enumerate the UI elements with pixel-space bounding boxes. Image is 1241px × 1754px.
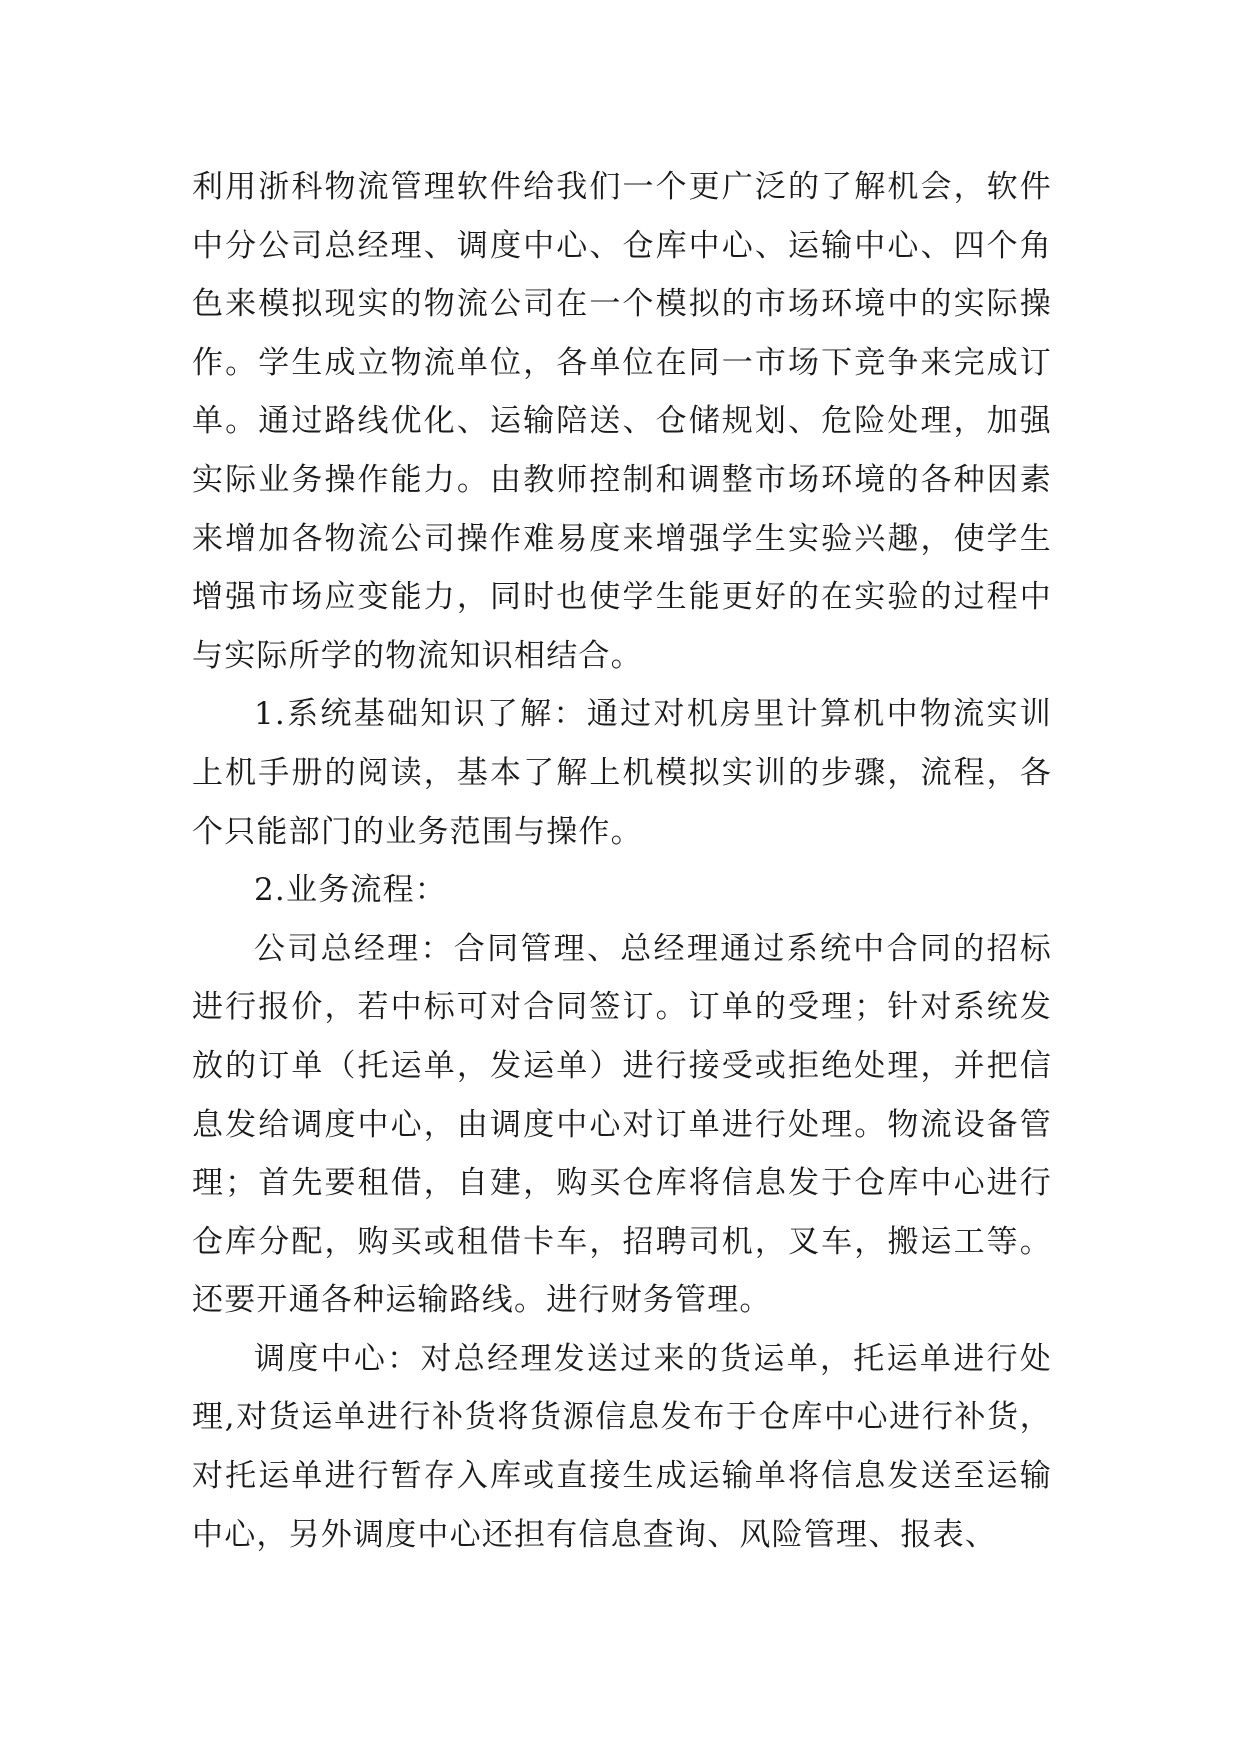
document-body <box>192 158 1052 1564</box>
paragraph-system-basics: 1.系统基础知识了解：通过对机房里计算机中物流实训上机手册的阅读，基本了解上机模拟实训的步骤，流程，各个只能部门的业务范围与操作。 <box>192 696 1052 850</box>
paragraph-dispatch-center: 调度中心：对总经理发送过来的货运单，托运单进行处理,对货运单进行补货将货源信息发布于仓库中心进行补货，对托运单进行暂存入库或直接生成运输单将信息发送至运输中心，另外调度中心还担有信息查询、风险管理、报表、 <box>192 1340 1052 1553</box>
paragraph-general-manager: 公司总经理：合同管理、总经理通过系统中合同的招标进行报价，若中标可对合同签订。订单的受理；针对系统发放的订单（托运单，发运单）进行接受或拒绝处理，并把信息发给调度中心，由调度中心对订单进行处理。物流设备管理；首先要租借，自建，购买仓库将信息发于仓库中心进行仓库分配，购买或租借卡车，招聘司机，叉车，搬运工等。还要开通各种运输路线。进行财务管理。 <box>192 930 1052 1319</box>
paragraph-business-process-heading: 2.业务流程： <box>254 872 447 909</box>
paragraph-intro: 利用浙科物流管理软件给我们一个更广泛的了解机会，软件中分公司总经理、调度中心、仓库中心、运输中心、四个角色来模拟现实的物流公司在一个模拟的市场环境中的实际操作。学生成立物流单位，各单位在同一市场下竞争来完成订单。通过路线优化、运输陪送、仓储规划、危险处理，加强实际业务操作能力。由教师控制和调整市场环境的各种因素来增加各物流公司操作难易度来增强学生实验兴趣，使学生增强市场应变能力，同时也使学生能更好的在实验的过程中与实际所学的物流知识相结合。 <box>192 169 1052 674</box>
